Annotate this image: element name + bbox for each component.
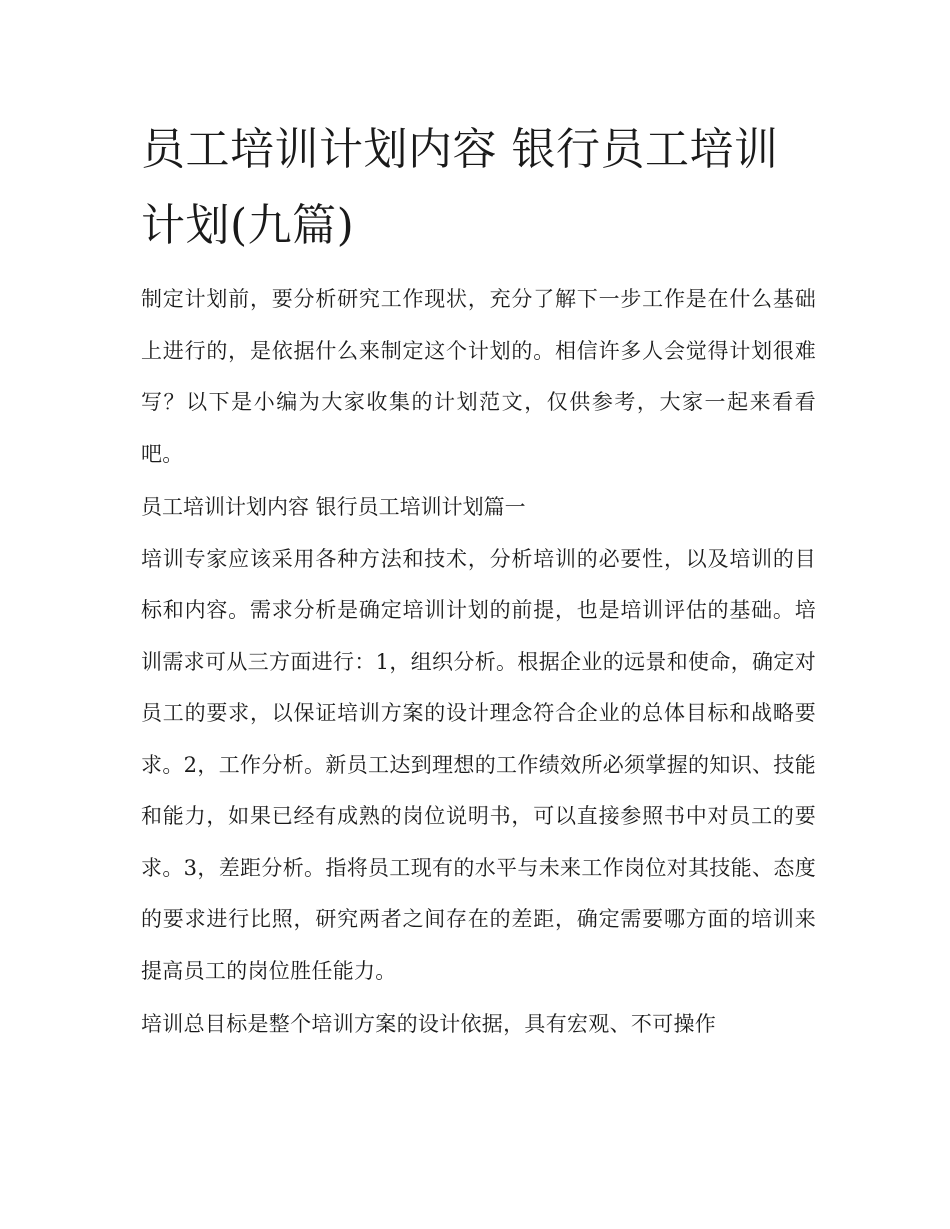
document-title: 员工培训计划内容 银行员工培训计划(九篇) — [141, 124, 779, 251]
section-paragraph-2: 培训总目标是整个培训方案的设计依据，具有宏观、不可操作 — [141, 1012, 717, 1036]
intro-paragraph: 制定计划前，要分析研究工作现状，充分了解下一步工作是在什么基础上进行的，是依据什么来制定这个计划的。相信许多人会觉得计划很难写？以下是小编为大家收集的计划范文，仅供参考，大家一起来看看吧。 — [141, 287, 816, 466]
section-paragraph-1: 培训专家应该采用各种方法和技术，分析培训的必要性，以及培训的目标和内容。需求分析是确定培训计划的前提，也是培训评估的基础。培训需求可从三方面进行：1，组织分析。根据企业的远景和使命，确定对员工的要求，以保证培训方案的设计理念符合企业的总体目标和战略要求。2，工作分析。新员工达到理想的工作绩效所必须掌握的知识、技能和能力，如果已经有成熟的岗位说明书，可以直接参照书中对员工的要求。3，差距分析。指将员工现有的水平与未来工作岗位对其技能、态度的要求进行比照，研究两者之间存在的差距，确定需要哪方面的培训来提高员工的岗位胜任能力。 — [141, 546, 816, 983]
document-body — [141, 274, 816, 1053]
section-heading: 员工培训计划内容 银行员工培训计划篇一 — [141, 495, 526, 519]
